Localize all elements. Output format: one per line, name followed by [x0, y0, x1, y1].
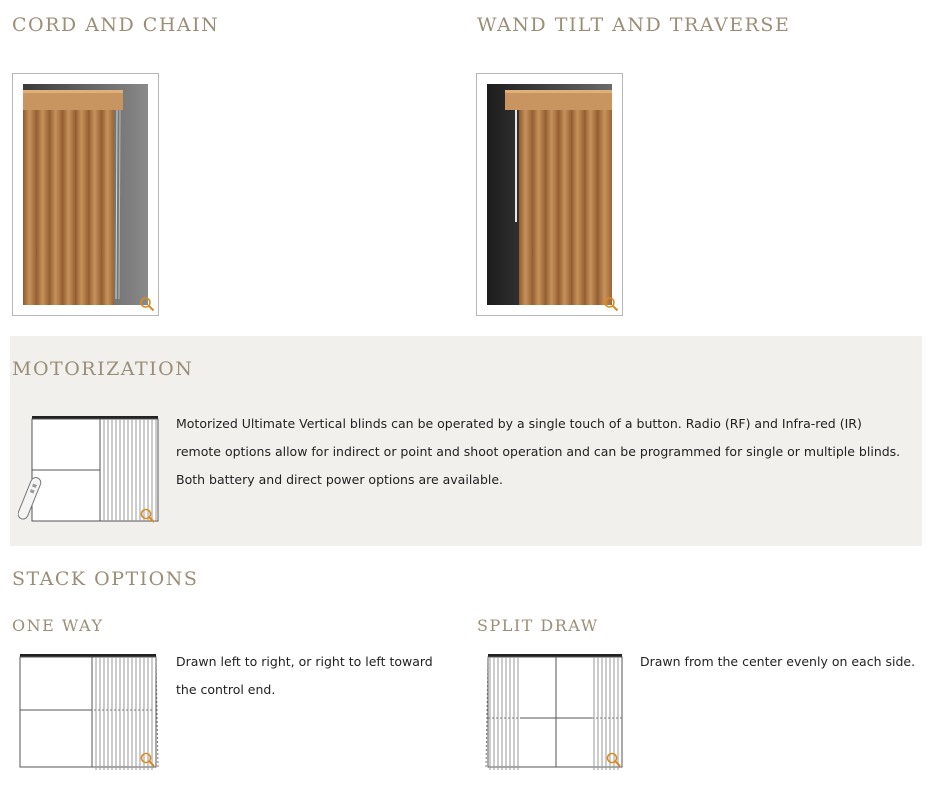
split-draw-diagram[interactable]: [484, 652, 628, 772]
motorization-description: Motorized Ultimate Vertical blinds can be operated by a single touch of a button. Radio (RF) and Infra-red (IR) remote options allow for indirect or point and shoot operation and can be programmed for single or multiple blinds. Both battery and direct power options are available.: [176, 416, 901, 487]
wand-tilt-photo: [487, 84, 612, 305]
motorization-heading: MOTORIZATION: [12, 358, 194, 380]
wand-tilt-thumbnail[interactable]: [476, 73, 623, 316]
motorization-diagram[interactable]: [18, 414, 162, 526]
cord-and-chain-heading: CORD AND CHAIN: [12, 14, 220, 36]
wand-tilt-heading: WAND TILT AND TRAVERSE: [477, 14, 791, 36]
magnifier-zoom-icon[interactable]: [603, 296, 619, 312]
one-way-diagram[interactable]: [18, 652, 162, 772]
magnifier-zoom-icon[interactable]: [139, 296, 155, 312]
cord-and-chain-photo: [23, 84, 148, 305]
one-way-description: Drawn left to right, or right to left toward the control end.: [176, 654, 433, 697]
stack-options-heading: STACK OPTIONS: [12, 568, 199, 590]
split-draw-heading: SPLIT DRAW: [477, 616, 599, 635]
split-draw-description: Drawn from the center evenly on each side.: [640, 654, 916, 669]
one-way-heading: ONE WAY: [12, 616, 104, 635]
cord-and-chain-thumbnail[interactable]: [12, 73, 159, 316]
